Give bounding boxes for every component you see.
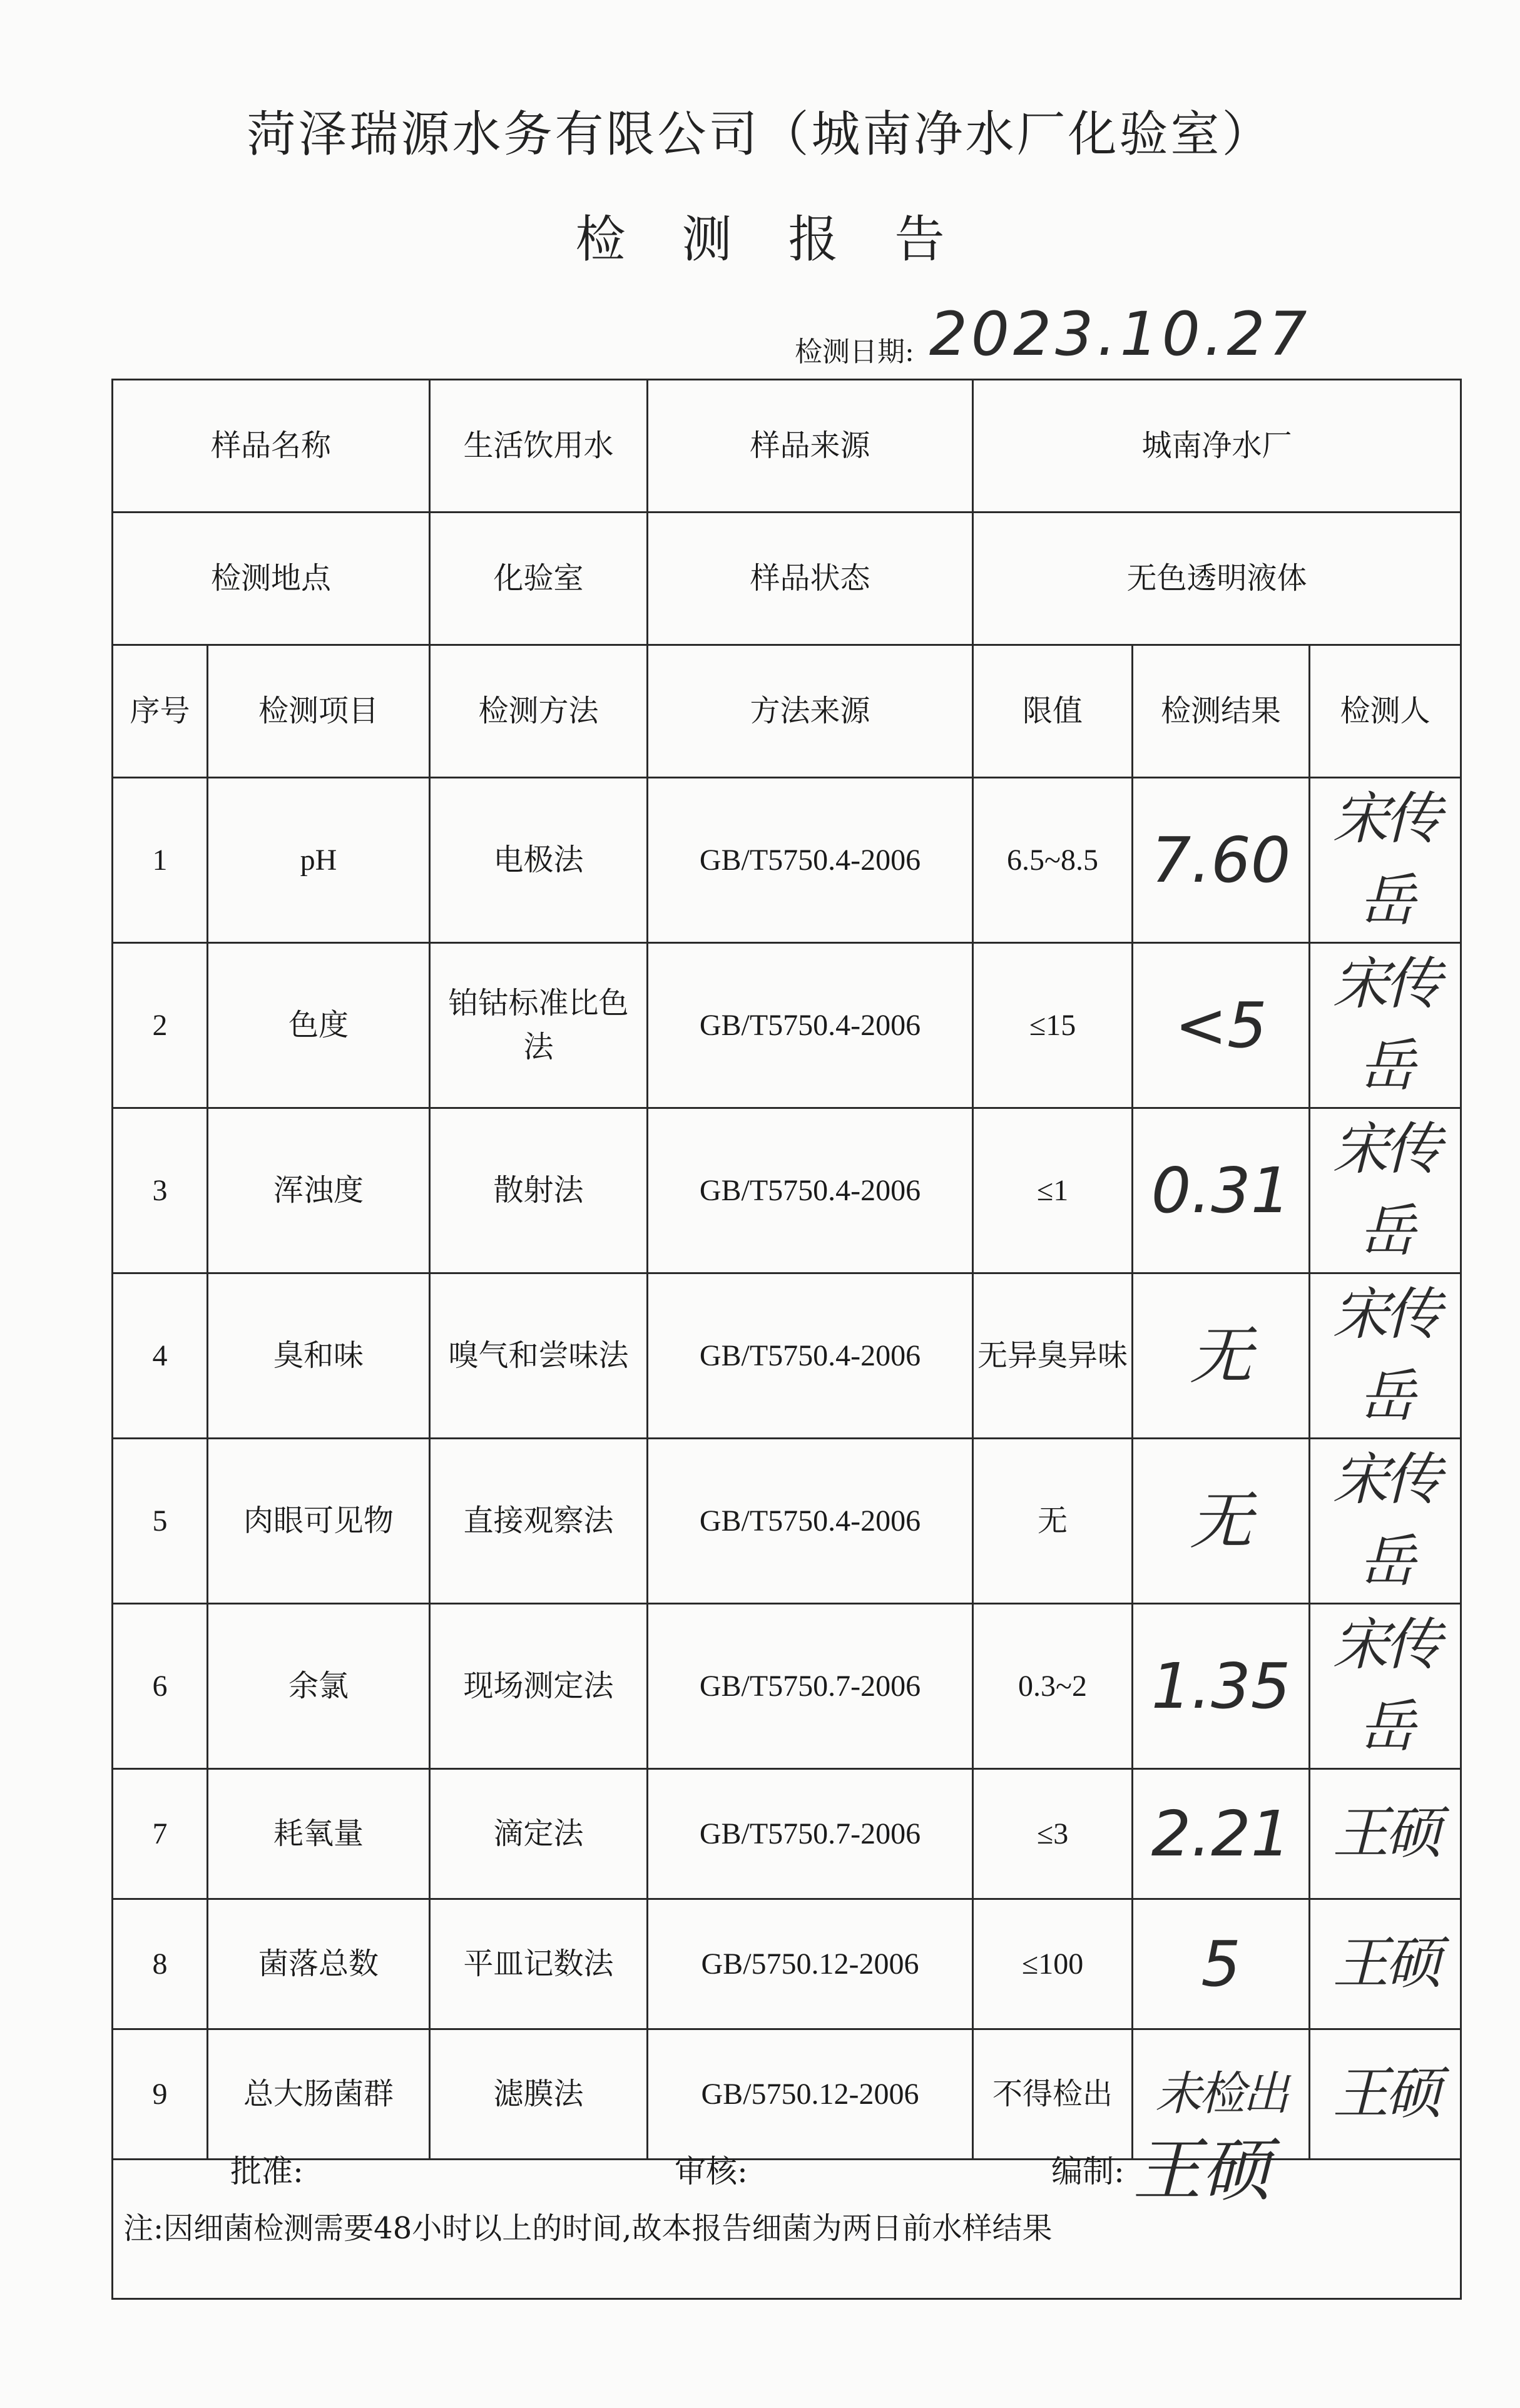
table-row	[113, 943, 1461, 1108]
sample-name-value: 生活饮用水	[430, 380, 648, 513]
sample-name-label: 样品名称	[113, 380, 430, 513]
row-tester: 宋传岳	[1310, 1273, 1461, 1439]
row-result: 无	[1133, 1439, 1310, 1604]
row-source: GB/T5750.4-2006	[648, 778, 973, 943]
row-seq: 7	[113, 1769, 208, 1899]
row-item: pH	[208, 778, 430, 943]
col-header-seq: 序号	[113, 645, 208, 778]
report-table	[111, 379, 1462, 2300]
col-header-method: 检测方法	[430, 645, 648, 778]
row-seq: 9	[113, 2029, 208, 2160]
table-row	[113, 1899, 1461, 2029]
report-title: 菏泽瑞源水务有限公司（城南净水厂化验室）	[247, 106, 1273, 163]
sample-source-value: 城南净水厂	[973, 380, 1461, 513]
row-item: 菌落总数	[208, 1899, 430, 2029]
row-item: 总大肠菌群	[208, 2029, 430, 2160]
row-item: 臭和味	[208, 1273, 430, 1439]
row-tester: 宋传岳	[1310, 943, 1461, 1108]
sample-source-label: 样品来源	[648, 380, 973, 513]
row-seq: 6	[113, 1604, 208, 1769]
approve-label: 批准:	[230, 2153, 303, 2190]
test-date-label: 检测日期:	[795, 336, 914, 368]
row-method: 现场测定法	[430, 1604, 648, 1769]
row-source: GB/T5750.4-2006	[648, 1108, 973, 1273]
row-limit: ≤1	[973, 1108, 1133, 1273]
table-row	[113, 1769, 1461, 1899]
row-result: 无	[1133, 1273, 1310, 1439]
row-limit: ≤3	[973, 1769, 1133, 1899]
col-header-item: 检测项目	[208, 645, 430, 778]
report-subtitle: 检测报告	[575, 210, 1001, 268]
row-item: 耗氧量	[208, 1769, 430, 1899]
row-limit: 0.3~2	[973, 1604, 1133, 1769]
table-row	[113, 1273, 1461, 1439]
review-label: 审核:	[675, 2153, 748, 2190]
col-header-limit: 限值	[973, 645, 1133, 778]
row-limit: 不得检出	[973, 2029, 1133, 2160]
info-row-1	[113, 380, 1461, 513]
test-location-label: 检测地点	[113, 513, 430, 645]
row-tester: 王硕	[1310, 2029, 1461, 2160]
row-seq: 8	[113, 1899, 208, 2029]
test-date-value: 2023.10.27	[929, 299, 1311, 369]
sample-status-label: 样品状态	[648, 513, 973, 645]
table-row	[113, 1439, 1461, 1604]
row-result: 未检出	[1133, 2029, 1310, 2160]
row-source: GB/T5750.4-2006	[648, 943, 973, 1108]
row-seq: 1	[113, 778, 208, 943]
row-tester: 宋传岳	[1310, 1439, 1461, 1604]
row-result: 7.60	[1133, 778, 1310, 943]
sample-status-value: 无色透明液体	[973, 513, 1461, 645]
col-header-result: 检测结果	[1133, 645, 1310, 778]
table-row	[113, 1108, 1461, 1273]
row-seq: 3	[113, 1108, 208, 1273]
row-item: 色度	[208, 943, 430, 1108]
row-method: 散射法	[430, 1108, 648, 1273]
row-result: 1.35	[1133, 1604, 1310, 1769]
row-limit: ≤100	[973, 1899, 1133, 2029]
row-source: GB/T5750.4-2006	[648, 1273, 973, 1439]
row-tester: 宋传岳	[1310, 1604, 1461, 1769]
signature-footer	[0, 2121, 1520, 2210]
row-source: GB/T5750.4-2006	[648, 1439, 973, 1604]
row-tester: 宋传岳	[1310, 778, 1461, 943]
row-result: 5	[1133, 1899, 1310, 2029]
edit-label: 编制:	[1051, 2153, 1125, 2190]
row-result: <5	[1133, 943, 1310, 1108]
row-method: 铂钴标准比色法	[430, 943, 648, 1108]
column-header-row	[113, 645, 1461, 778]
test-date	[795, 299, 1311, 369]
edit-signature: 王硕	[1133, 2130, 1270, 2210]
row-result: 0.31	[1133, 1108, 1310, 1273]
row-limit: 6.5~8.5	[973, 778, 1133, 943]
row-seq: 5	[113, 1439, 208, 1604]
row-item: 余氯	[208, 1604, 430, 1769]
row-limit: 无	[973, 1439, 1133, 1604]
col-header-tester: 检测人	[1310, 645, 1461, 778]
row-tester: 王硕	[1310, 1899, 1461, 2029]
row-result: 2.21	[1133, 1769, 1310, 1899]
row-seq: 2	[113, 943, 208, 1108]
table-row	[113, 778, 1461, 943]
test-location-value: 化验室	[430, 513, 648, 645]
row-method: 嗅气和尝味法	[430, 1273, 648, 1439]
row-source: GB/5750.12-2006	[648, 2029, 973, 2160]
row-method: 滤膜法	[430, 2029, 648, 2160]
table-row	[113, 1604, 1461, 1769]
row-item: 肉眼可见物	[208, 1439, 430, 1604]
row-limit: ≤15	[973, 943, 1133, 1108]
col-header-source: 方法来源	[648, 645, 973, 778]
row-source: GB/T5750.7-2006	[648, 1604, 973, 1769]
row-method: 直接观察法	[430, 1439, 648, 1604]
row-method: 平皿记数法	[430, 1899, 648, 2029]
row-seq: 4	[113, 1273, 208, 1439]
row-source: GB/T5750.7-2006	[648, 1769, 973, 1899]
row-tester: 王硕	[1310, 1769, 1461, 1899]
row-method: 电极法	[430, 778, 648, 943]
row-method: 滴定法	[430, 1769, 648, 1899]
row-source: GB/5750.12-2006	[648, 1899, 973, 2029]
info-row-2	[113, 513, 1461, 645]
report-note: 注:因细菌检测需要48小时以上的时间,故本报告细菌为两日前水样结果	[113, 2160, 1461, 2299]
row-limit: 无异臭异味	[973, 1273, 1133, 1439]
row-item: 浑浊度	[208, 1108, 430, 1273]
row-tester: 宋传岳	[1310, 1108, 1461, 1273]
